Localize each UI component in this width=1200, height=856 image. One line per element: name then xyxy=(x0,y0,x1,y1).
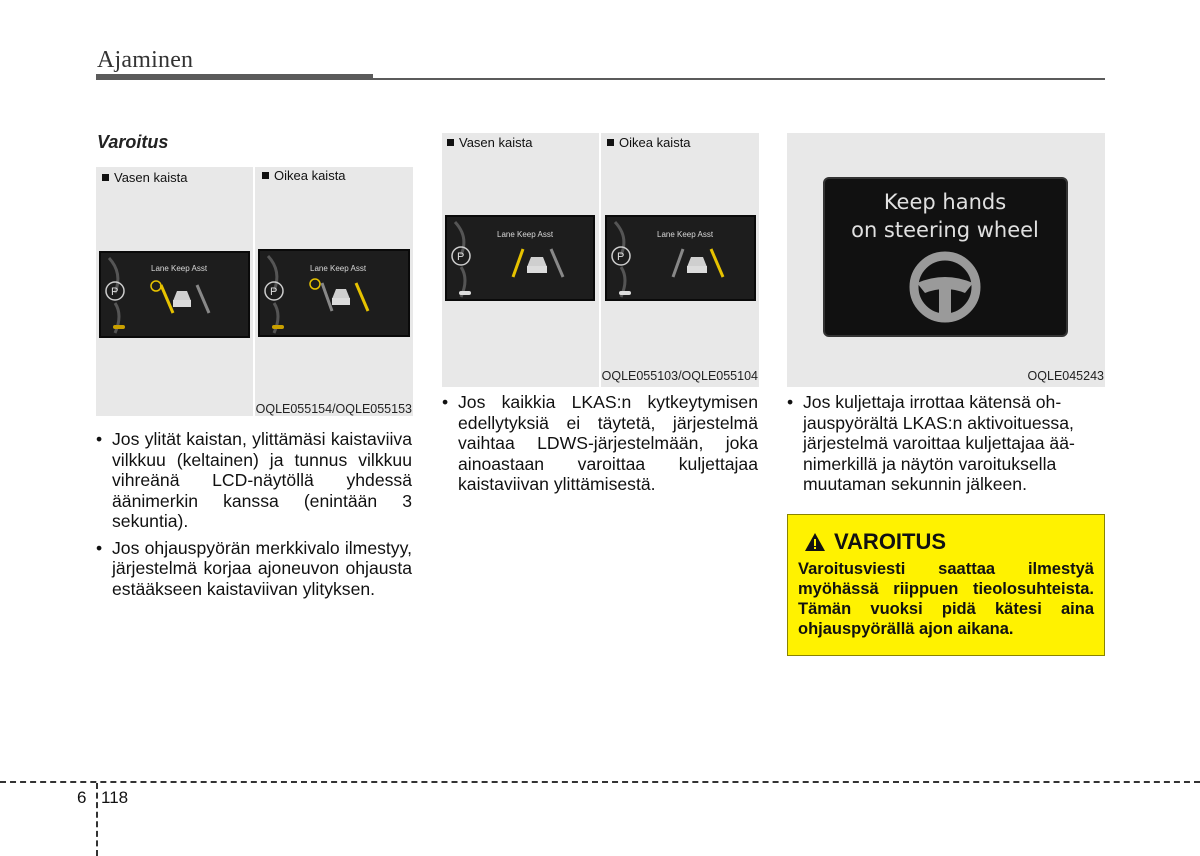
figure-label-left: Vasen kaista xyxy=(102,170,187,185)
list-item: • Jos kuljettaja irrottaa kätensä ohjauspyörältä LKAS:n aktivoituessa, järjestelmä varoittaa kuljettajaa äänimerkillä ja näytön varoituksella muutaman sekunnin jälkeen. xyxy=(787,392,1105,495)
figure-label-right: Oikea kaista xyxy=(607,135,691,150)
subheading: Varoitus xyxy=(97,132,169,152)
lane-line-right xyxy=(356,283,368,311)
cluster-display xyxy=(823,177,1068,337)
svg-text:P: P xyxy=(270,286,278,298)
figure-divider xyxy=(253,167,255,416)
footer-divider xyxy=(96,783,98,856)
figure-hands-off-warning xyxy=(787,133,1105,387)
svg-text:P: P xyxy=(457,251,465,263)
list-item: • Jos kaikkia LKAS:n kytkeytymisen edellytyksiä ei täytetä, järjestelmä vaihtaa LDWS-järjestelmään, joka ainoastaan varoittaa kuljettajaa kaistaviivan ylittämisestä. xyxy=(442,392,758,495)
lcd-title: Lane Keep Asst xyxy=(151,264,208,273)
header-rule xyxy=(373,78,1105,80)
figure-divider xyxy=(599,133,601,387)
figure-code: OQLE055154/OQLE055153 xyxy=(255,402,412,416)
lane-line-right xyxy=(551,249,563,277)
chapter-number: 6 xyxy=(77,788,87,807)
bullet-list-col1 xyxy=(96,429,412,605)
lcd-title: Lane Keep Asst xyxy=(497,230,554,239)
svg-text:P: P xyxy=(617,251,625,263)
lane-line-left xyxy=(322,283,332,311)
lane-line-left xyxy=(673,249,683,277)
lcd-display-left xyxy=(445,215,595,301)
footer-rule xyxy=(0,781,1200,783)
lcd-title: Lane Keep Asst xyxy=(310,264,367,273)
header-rule-thick xyxy=(96,74,373,80)
figure-label-right: Oikea kaista xyxy=(262,168,346,183)
figure-label-left: Vasen kaista xyxy=(447,135,532,150)
figure-lkas-fallback xyxy=(442,133,759,387)
figure-lane-departure xyxy=(96,167,413,416)
page-number: 118 xyxy=(101,788,129,807)
bullet-list-col2 xyxy=(442,392,758,501)
svg-text:P: P xyxy=(111,286,119,298)
lane-line-right xyxy=(711,249,723,277)
list-item: • Jos ohjauspyörän merkkivalo ilmestyy, järjestelmä korjaa ajoneuvon ohjausta estääkseen kaistaviivan ylityksen. xyxy=(96,538,412,600)
lcd-display-right xyxy=(258,249,410,337)
warning-text: Varoitusviesti saattaa ilmestyä myöhässä riippuen tieolosuhteista. Tämän vuoksi pidä kätesi aina ohjauspyörällä ajon aikana. xyxy=(798,560,1094,638)
warning-heading xyxy=(804,529,946,555)
display-message-line2: on steering wheel xyxy=(851,218,1039,242)
section-title: Ajaminen xyxy=(97,47,194,73)
figure-code: OQLE045243 xyxy=(1027,369,1104,383)
lane-line-left xyxy=(161,285,173,313)
list-item: • Jos ylität kaistan, ylittämäsi kaistaviiva vilkkuu (keltainen) ja tunnus vilkkuu vihreänä LCD-näytöllä yhdessä äänimerkin kanssa (enintään 3 sekuntia). xyxy=(96,429,412,532)
lcd-title: Lane Keep Asst xyxy=(657,230,714,239)
warning-box xyxy=(787,514,1105,656)
bullet-list-col3 xyxy=(787,392,1105,501)
lcd-display-right xyxy=(605,215,756,301)
steering-indicator-icon xyxy=(310,279,320,289)
warning-heading-text: VAROITUS xyxy=(834,529,947,554)
warning-triangle-icon xyxy=(804,532,826,552)
lane-line-left xyxy=(513,249,523,277)
steering-indicator-icon xyxy=(151,281,161,291)
lane-line-right xyxy=(197,285,209,313)
figure-code: OQLE055103/OQLE055104 xyxy=(601,369,758,383)
steering-wheel-icon xyxy=(914,256,976,318)
display-message-line1: Keep hands xyxy=(883,190,1007,214)
lcd-display-left xyxy=(99,251,250,338)
